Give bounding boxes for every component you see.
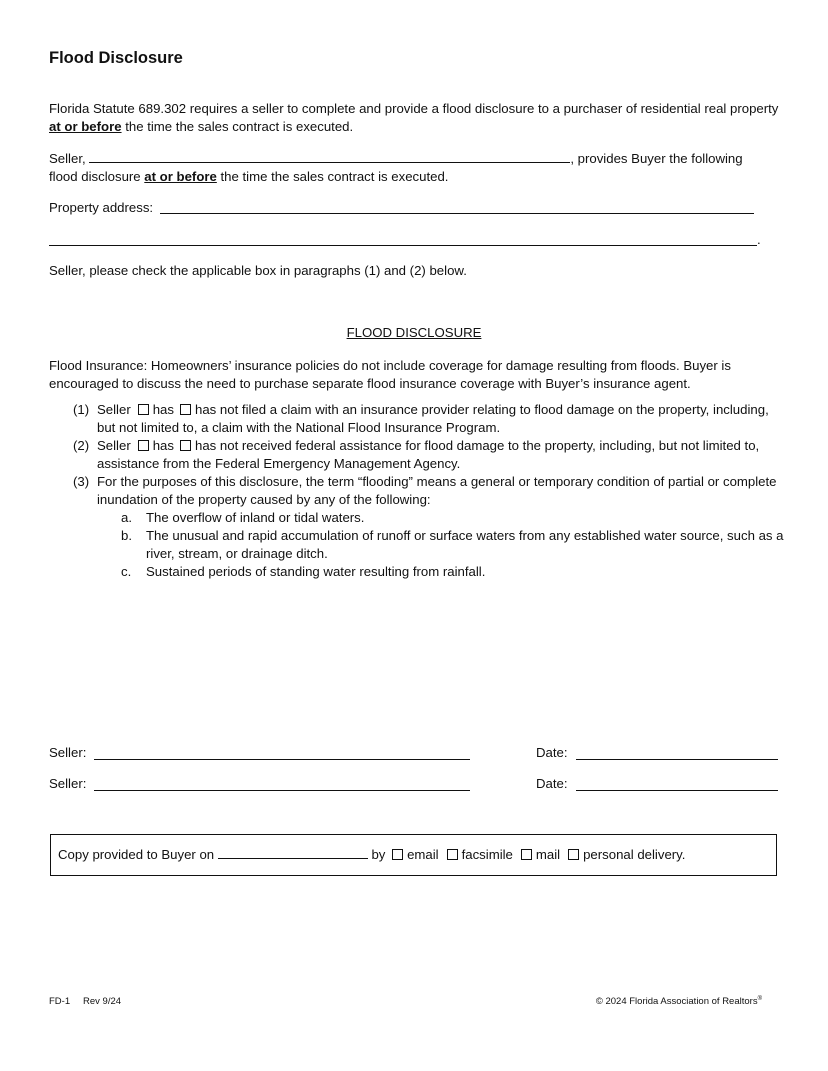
email-label: email — [407, 847, 439, 862]
seller-paragraph — [49, 150, 789, 186]
instructions-text: Seller, please check the applicable box in paragraphs (1) and (2) below. — [49, 263, 467, 278]
copy-date-field[interactable] — [218, 846, 368, 859]
has-label: has — [152, 402, 174, 417]
mail-checkbox[interactable] — [521, 849, 532, 860]
personal-delivery-label: personal delivery. — [583, 847, 686, 862]
seller-signature-field-2[interactable] — [94, 790, 470, 791]
disclosure-item-2 — [49, 437, 789, 473]
item-text: For the purposes of this disclosure, the term “flooding” means a general or temporary condition of partial or complete inundation of the property caused by any of the following: — [97, 474, 777, 507]
property-address-label: Property address: — [49, 200, 154, 215]
definition-item — [97, 509, 789, 527]
definition-item — [97, 563, 789, 581]
date-field-2[interactable] — [576, 790, 778, 791]
property-address-field[interactable] — [160, 213, 754, 214]
definition-item — [97, 527, 789, 563]
by-label: by — [367, 847, 390, 862]
definition-letter: a. — [121, 510, 132, 525]
definition-letter: c. — [121, 564, 132, 579]
has-not-checkbox[interactable] — [180, 440, 191, 451]
form-id: FD-1 — [49, 996, 71, 1007]
registered-mark: ® — [757, 996, 762, 1002]
seller-signature-label: Seller: — [49, 745, 87, 760]
copy-provided-box — [50, 834, 777, 876]
seller-name-field[interactable] — [89, 150, 570, 163]
seller-signature-field[interactable] — [94, 759, 470, 760]
disclosure-item-3 — [49, 473, 789, 581]
definition-text: The unusual and rapid accumulation of runoff or surface waters from any established water source, such as a river, stream, or drainage ditch. — [146, 528, 784, 561]
definition-text: Sustained periods of standing water resulting from rainfall. — [146, 564, 486, 579]
flooding-definitions — [97, 509, 789, 581]
has-checkbox[interactable] — [138, 404, 149, 415]
disclosure-item-1 — [49, 401, 789, 437]
intro-text: Florida Statute 689.302 requires a seller to complete and provide a flood disclosure to a purchaser of residential real property — [49, 101, 779, 116]
copyright-text: © 2024 Florida Association of Realtors — [595, 996, 758, 1008]
item-seller-label: Seller — [97, 438, 131, 453]
item-number: (2) — [73, 438, 90, 453]
copy-provided-label: Copy provided to Buyer on — [58, 847, 218, 862]
personal-delivery-checkbox[interactable] — [568, 849, 579, 860]
item-seller-label: Seller — [97, 402, 131, 417]
mail-label: mail — [535, 847, 561, 862]
facsimile-label: facsimile — [461, 847, 513, 862]
definition-text: The overflow of inland or tidal waters. — [146, 510, 365, 525]
item-text: has not filed a claim with an insurance provider relating to flood damage on the property, including, but not limited to, a claim with the National Flood Insurance Program. — [97, 402, 769, 435]
seller-emphasis: at or before — [144, 169, 217, 184]
seller-mid-text: , provides Buyer the following — [570, 151, 743, 166]
address-period: . — [757, 232, 761, 247]
date-label: Date: — [536, 745, 568, 760]
has-label: has — [152, 438, 174, 453]
date-label-2: Date: — [536, 776, 568, 791]
facsimile-checkbox[interactable] — [447, 849, 458, 860]
intro-emphasis: at or before — [49, 119, 122, 134]
intro-text-end: the time the sales contract is executed. — [121, 119, 354, 134]
email-checkbox[interactable] — [392, 849, 403, 860]
property-address-field-line2[interactable] — [49, 245, 757, 246]
disclosure-items — [49, 401, 789, 581]
has-not-checkbox[interactable] — [180, 404, 191, 415]
seller-label: Seller, — [49, 151, 90, 166]
copy-provided-row — [58, 846, 685, 862]
has-checkbox[interactable] — [138, 440, 149, 451]
definition-letter: b. — [121, 528, 132, 543]
seller-signature-label-2: Seller: — [49, 776, 87, 791]
insurance-paragraph: Flood Insurance: Homeowners’ insurance policies do not include coverage for damage resulting from floods. Buyer is encouraged to discuss the need to purchase separate flood insurance coverage with Buyer’s insurance agent. — [49, 358, 731, 391]
item-text: has not received federal assistance for flood damage to the property, including, but not limited to, assistance from the Federal Emergency Management Agency. — [97, 438, 760, 471]
section-heading: FLOOD DISCLOSURE — [346, 325, 482, 340]
intro-paragraph — [49, 100, 789, 136]
date-field[interactable] — [576, 759, 778, 760]
item-number: (3) — [73, 474, 90, 489]
page-title: Flood Disclosure — [49, 49, 183, 67]
item-number: (1) — [73, 402, 90, 417]
copyright-notice — [596, 996, 762, 1007]
form-revision: Rev 9/24 — [83, 996, 122, 1007]
seller-line2-text: flood disclosure — [49, 169, 145, 184]
seller-line2-end: the time the sales contract is executed. — [216, 169, 449, 184]
